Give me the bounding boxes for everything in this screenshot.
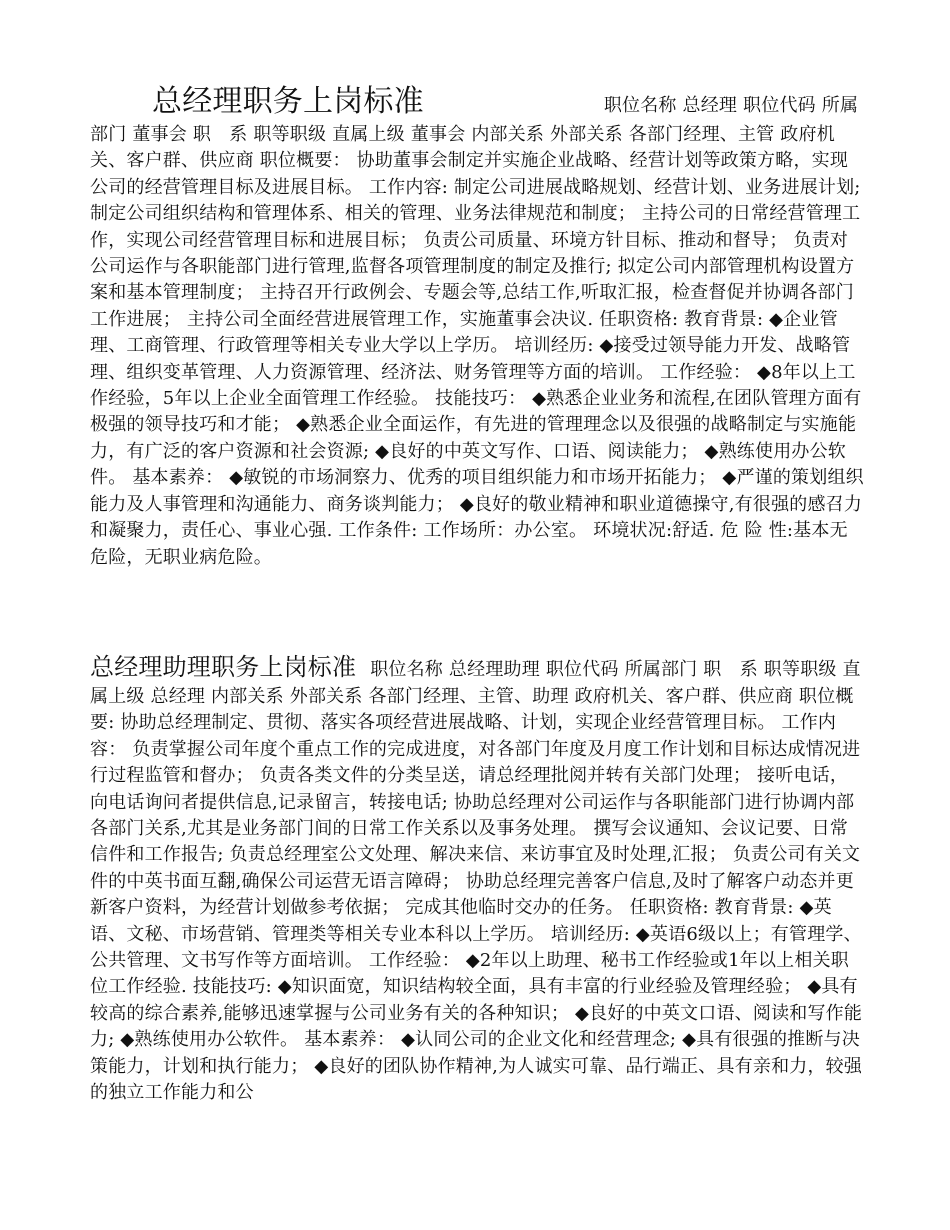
section-body-text: 职位名称 总经理助理 职位代码 所属部门 职 系 职等职级 直属上级 总经理 内部关系 外部关系 各部门经理、主管、助理 政府机关、客户群、供应商 职位概要: 协助总经理制定、贯彻、落实各项经营进展战略、计划，实现企业经营管理目标。 工作内容： 负责掌握公司年度个重点工作的完成进度，对各部门年度及月度工作计划和目标达成情况进行过程监管和督办； 负责各类文件的分类呈送，请总经理批阅并转有关部门处理； 接听电话，向电话询问者提供信息,记录留言，转接电话; 协助总经理对公司运作与各职能部门进行协调内部各部门关系,尤其是业务部门间的日常工作关系以及事务处理。 撰写会议通知、会议记要、日常信件和工作报告; 负责总经理室公文处理、解决来信、来访事宜及时处理,汇报； 负责公司有关文件的中英书面互翻,确保公司运营无语言障碍； 协助总经理完善客户信息,及时了解客户动态并更新客户资料，为经营计划做参考依据； 完成其他临时交办的任务。 任职资格: 教育背景: ◆英语、文秘、市场营销、管理类等相关专业本科以上学历。 培训经历: ◆英语6级以上；有管理学、公共管理、文书写作等方面培训。 工作经验： ◆2年以上助理、秘书工作经验或1年以上相关职位工作经验. 技能技巧: ◆知识面宽，知识结构较全面，具有丰富的行业经验及管理经验； ◆具有较高的综合素养,能够迅速掌握与公司业务有关的各种知识； ◆良好的中英文口语、阅读和写作能力; ◆熟练使用办公软件。 基本素养： ◆认同公司的企业文化和经营理念; ◆具有很强的推断与决策能力，计划和执行能力； ◆良好的团队协作精神,为人诚实可靠、品行端正、具有亲和力，较强的独立工作能力和公 — [90, 659, 863, 1104]
section-general-manager — [90, 82, 865, 571]
section-body-text: 职位名称 总经理 职位代码 所属部门 董事会 职 系 职等职级 直属上级 董事会 内部关系 外部关系 各部门经理、主管 政府机关、客户群、供应商 职位概要： 协助董事会制定并实施企业战略、经营计划等政策方略，实现公司的经营管理目标及进展目标。 工作内容: 制定公司进展战略规划、经营计划、业务进展计划; 制定公司组织结构和管理体系、相关的管理、业务法律规范和制度； 主持公司的日常经营管理工作，实现公司经营管理目标和进展目标； 负责公司质量、环境方针目标、推动和督导； 负责对公司运作与各职能部门进行管理,监督各项管理制度的制定及推行; 拟定公司内部管理机构设置方案和基本管理制度； 主持召开行政例会、专题会等,总结工作,听取汇报，检查督促并协调各部门工作进展； 主持公司全面经营进展管理工作，实施董事会决议. 任职资格: 教育背景: ◆企业管理、工商管理、行政管理等相关专业大学以上学历。 培训经历: ◆接受过领导能力开发、战略管理、组织变革管理、人力资源管理、经济法、财务管理等方面的培训。 工作经验： ◆8年以上工作经验，5年以上企业全面管理工作经验。 技能技巧： ◆熟悉企业业务和流程,在团队管理方面有极强的领导技巧和才能； ◆熟悉企业全面运作，有先进的管理理念以及很强的战略制定与实施能力，有广泛的客户资源和社会资源; ◆良好的中英文写作、口语、阅读能力； ◆熟练使用办公软件。 基本素养： ◆敏锐的市场洞察力、优秀的项目组织能力和市场开拓能力； ◆严谨的策划组织能力及人事管理和沟通能力、商务谈判能力； ◆良好的敬业精神和职业道德操守,有很强的感召力和凝聚力，责任心、事业心强. 工作条件: 工作场所：办公室。 环境状况:舒适. 危 险 性:基本无危险，无职业病危险。 — [90, 95, 864, 568]
section-title: 总经理职务上岗标准 — [152, 84, 424, 119]
section-general-manager-assistant — [90, 650, 865, 1107]
section-title: 总经理助理职务上岗标准 — [90, 653, 357, 681]
